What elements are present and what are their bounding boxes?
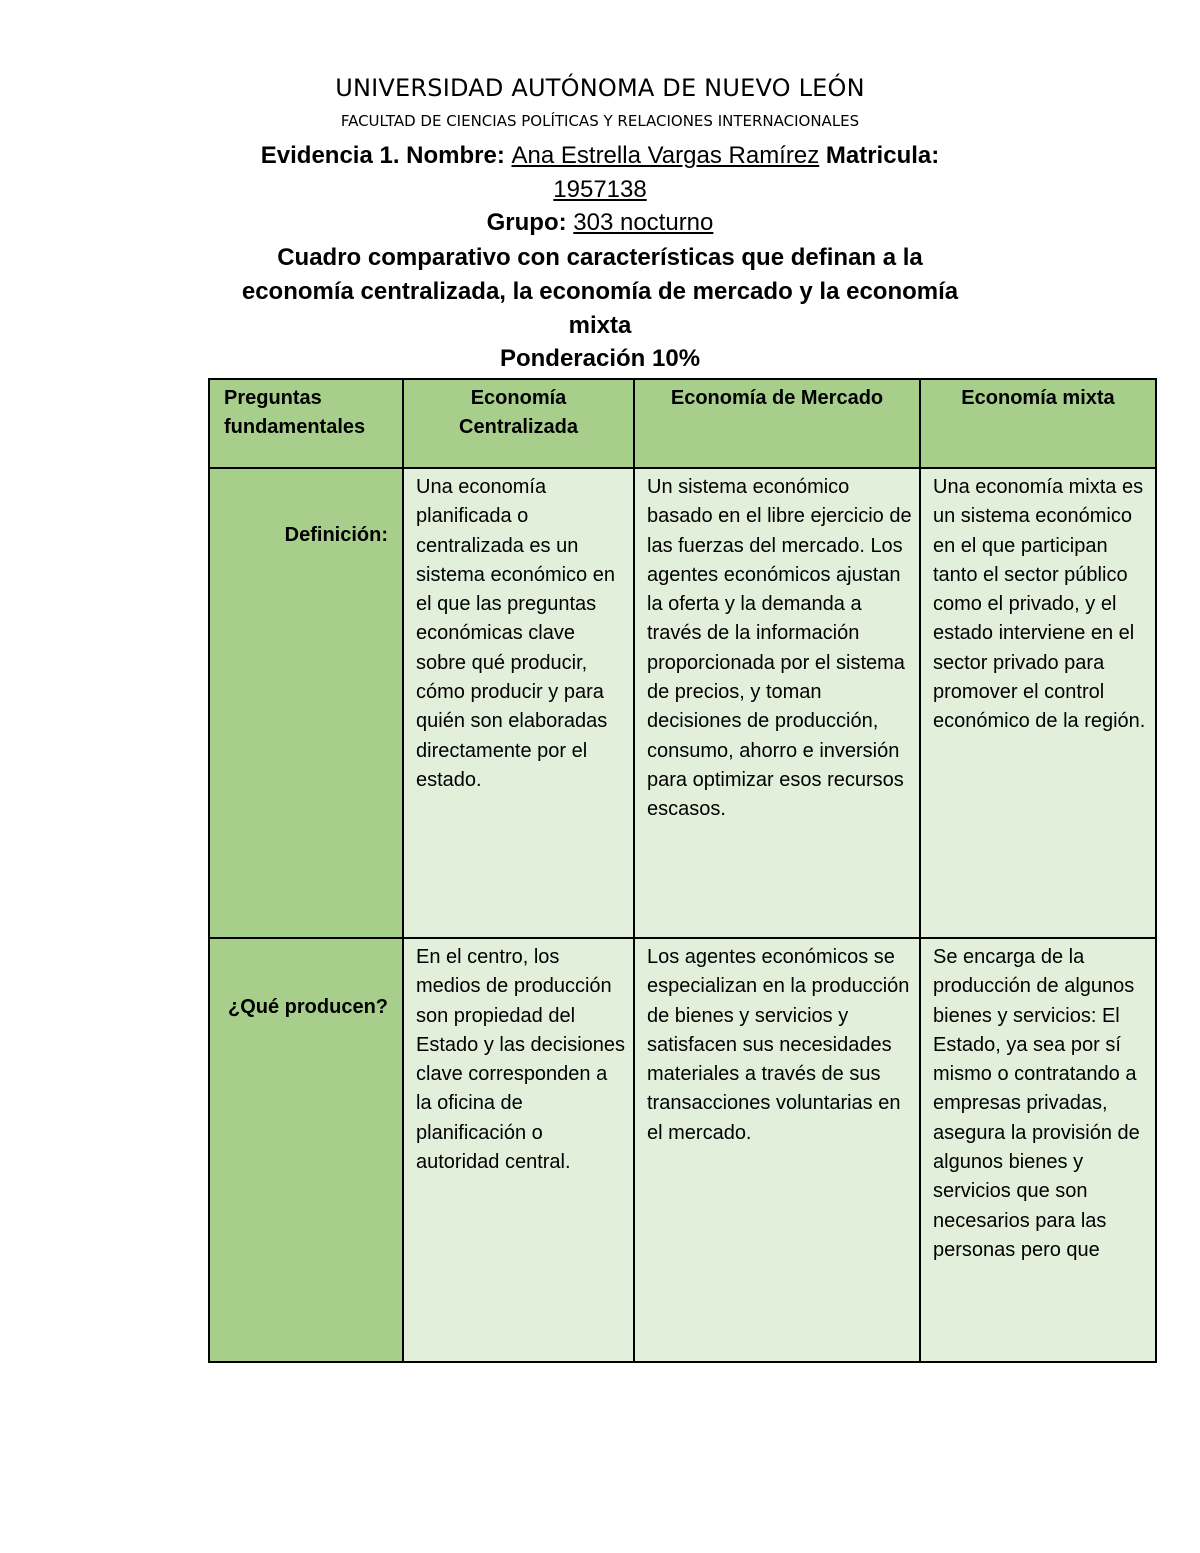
weighting: Ponderación 10% xyxy=(499,345,701,372)
group-line xyxy=(0,209,1200,237)
title-line-2: economía centralizada, la economía de mercado y la economía xyxy=(241,278,959,305)
cell-production-mixed: Se encarga de la producción de algunos bienes y servicios: El Estado, ya sea por sí mismo o contratando a empresas privadas, asegura la provisión de algunos bienes y servicios que son necesarios para las personas pero que xyxy=(920,938,1156,1362)
group-value: 303 nocturno xyxy=(573,209,714,236)
cell-production-centralized: En el centro, los medios de producción son propiedad del Estado y las decisiones clave corresponden a la oficina de planificación o autoridad central. xyxy=(403,938,634,1362)
cell-definition-market: Un sistema económico basado en el libre ejercicio de las fuerzas del mercado. Los agentes económicos ajustan la oferta y la demanda a través de la información proporcionada por el sistema de precios, y toman decisiones de producción, consumo, ahorro e inversión para optimizar esos recursos escasos. xyxy=(634,468,920,938)
row-label-definition: Definición: xyxy=(209,468,403,938)
table-row-production xyxy=(209,938,1156,1362)
cell-definition-centralized: Una economía planificada o centralizada es un sistema económico en el que las preguntas económicas clave sobre qué producir, cómo producir y para quién son elaboradas directamente por el estado. xyxy=(403,468,634,938)
faculty-name: FACULTAD DE CIENCIAS POLÍTICAS Y RELACIONES INTERNACIONALES xyxy=(340,112,860,130)
table-header-row xyxy=(209,379,1156,468)
title-line-1: Cuadro comparativo con características que definan a la xyxy=(277,244,923,271)
header-mixed: Economía mixta xyxy=(920,379,1156,468)
comparison-table xyxy=(208,378,1157,1363)
group-label: Grupo: xyxy=(486,209,567,236)
cell-production-market: Los agentes económicos se especializan en la producción de bienes y servicios y satisfacen sus necesidades materiales a través de sus transacciones voluntarias en el mercado. xyxy=(634,938,920,1362)
matricula-label: Matricula: xyxy=(825,142,940,169)
cell-definition-mixed: Una economía mixta es un sistema económico en el que participan tanto el sector público como el privado, y el estado interviene en el sector privado para promover el control económico de la región. xyxy=(920,468,1156,938)
header-questions: Preguntas fundamentales xyxy=(209,379,403,468)
evidence-label: Evidencia 1. Nombre: xyxy=(260,142,505,169)
matricula-line xyxy=(0,176,1200,204)
row-label-production: ¿Qué producen? xyxy=(209,938,403,1362)
table-row-definition xyxy=(209,468,1156,938)
title-line-3: mixta xyxy=(568,312,632,339)
header-centralized: Economía Centralizada xyxy=(403,379,634,468)
student-name: Ana Estrella Vargas Ramírez xyxy=(511,142,820,169)
evidence-line xyxy=(0,142,1200,170)
header-market: Economía de Mercado xyxy=(634,379,920,468)
matricula-value: 1957138 xyxy=(553,176,647,203)
university-name: UNIVERSIDAD AUTÓNOMA DE NUEVO LEÓN xyxy=(335,74,865,102)
